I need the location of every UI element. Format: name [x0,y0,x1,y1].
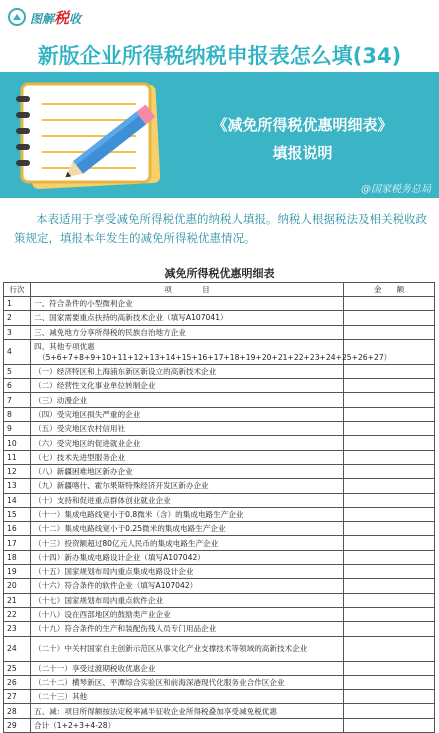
table-row [4,311,435,325]
row-item: （十七）国家规划布局内重点软件企业 [31,593,344,607]
row-amount-cell[interactable] [344,311,435,325]
row-number: 24 [4,636,31,661]
table-row [4,536,435,550]
row-number: 23 [4,622,31,636]
row-number: 19 [4,565,31,579]
table-row [4,593,435,607]
table-row [4,718,435,732]
table-row [4,550,435,564]
row-amount-cell[interactable] [344,661,435,675]
row-number: 7 [4,393,31,407]
row-item: （三）动漫企业 [31,393,344,407]
row-amount-cell[interactable] [344,622,435,636]
table-row [4,364,435,378]
table-row [4,493,435,507]
row-item: （二十一）享受过渡期税收优惠企业 [31,661,344,675]
table-header-row [4,283,435,297]
row-number: 2 [4,311,31,325]
table-row [4,607,435,621]
row-amount-cell[interactable] [344,565,435,579]
table-row [4,565,435,579]
row-item: （十九）符合条件的生产和装配伤残人员专门用品企业 [31,622,344,636]
header-item: 项 目 [31,283,344,297]
table-row [4,393,435,407]
row-item: （五）受灾地区农村信用社 [31,422,344,436]
row-number: 15 [4,507,31,521]
watermark: @国家税务总局 [361,184,431,195]
table-row [4,579,435,593]
table-row [4,379,435,393]
row-amount-cell[interactable] [344,364,435,378]
table-row [4,464,435,478]
row-item: 一、符合条件的小型微利企业 [31,297,344,311]
row-item-formula: （5+6+7+8+9+10+11+12+13+14+15+16+17+18+19+20+21+22+23+24+25+26+27） [38,352,392,362]
row-amount-cell[interactable] [344,479,435,493]
deduction-table [3,282,435,733]
row-number: 20 [4,579,31,593]
row-amount-cell[interactable] [344,579,435,593]
row-item: 五、减：项目所得额按法定税率减半征收企业所得税叠加享受减免税优惠 [31,704,344,718]
row-number: 9 [4,422,31,436]
row-item [31,339,392,364]
row-number: 28 [4,704,31,718]
row-item: （四）受灾地区损失严重的企业 [31,407,344,421]
table-row [4,422,435,436]
row-item: （十一）集成电路线宽小于0.8微米（含）的集成电路生产企业 [31,507,344,521]
row-number: 4 [4,339,31,364]
intro-text: 本表适用于享受减免所得税优惠的纳税人填报。纳税人根据税法及相关税收政策规定，填报本年发生的减免所得税优惠情况。 [14,212,427,245]
row-item: 合计（1+2+3+4-28） [31,718,344,732]
row-amount-cell[interactable] [344,522,435,536]
table-row [4,436,435,450]
table-row [4,297,435,311]
logo [8,6,81,28]
row-item: （十四）新办集成电路设计企业（填写A107042） [31,550,344,564]
table-row [4,622,435,636]
row-item: （十二）集成电路线宽小于0.25微米的集成电路生产企业 [31,522,344,536]
row-number: 16 [4,522,31,536]
row-number: 12 [4,464,31,478]
row-number: 22 [4,607,31,621]
row-item: 三、减免地方分享所得税的民族自治地方企业 [31,325,344,339]
banner-subtitle-2: 填报说明 [272,144,333,162]
row-item: （二）经营性文化事业单位转制企业 [31,379,344,393]
table-row [4,325,435,339]
row-amount-cell[interactable] [344,675,435,689]
banner-subtitle: 《减免所得税优惠明细表》 [212,116,393,134]
row-number: 14 [4,493,31,507]
row-number: 27 [4,690,31,704]
header-num: 行次 [4,283,31,297]
row-amount-cell[interactable] [344,450,435,464]
row-item: （十六）符合条件的软件企业（填写A107042） [31,579,344,593]
table-row [4,407,435,421]
row-amount-cell[interactable] [344,690,435,704]
row-number: 8 [4,407,31,421]
row-number: 25 [4,661,31,675]
row-item: （九）新疆喀什、霍尔果斯特殊经济开发区新办企业 [31,479,344,493]
row-number: 6 [4,379,31,393]
row-amount-cell[interactable] [344,297,435,311]
row-item: （二十二）横琴新区、平潭综合实验区和前海深港现代化服务业合作区企业 [31,675,344,689]
logo-icon [8,8,26,26]
row-item: （十八）设在西部地区的鼓励类产业企业 [31,607,344,621]
header-amount: 金 额 [344,283,435,297]
row-item: （七）技术先进型服务企业 [31,450,344,464]
row-amount-cell[interactable] [344,550,435,564]
row-item: （十）支持和促进重点群体创业就业企业 [31,493,344,507]
page-title: 新版企业所得税纳税申报表怎么填(34) [37,44,402,68]
row-amount-cell[interactable] [344,464,435,478]
row-amount-cell[interactable] [344,636,435,661]
row-item: 二、国家需要重点扶持的高新技术企业（填写A107041） [31,311,344,325]
row-number: 3 [4,325,31,339]
row-amount-cell[interactable] [344,325,435,339]
row-number: 29 [4,718,31,732]
row-item: （二十三）其他 [31,690,344,704]
table-row [4,479,435,493]
table-title: 减免所得税优惠明细表 [164,267,275,280]
row-item: （六）受灾地区的促进就业企业 [31,436,344,450]
table-row [4,690,435,704]
row-item: （二十）中关村国家自主创新示范区从事文化产业支撑技术等领域的高新技术企业 [31,636,344,661]
table-row [4,522,435,536]
row-number: 18 [4,550,31,564]
row-number: 26 [4,675,31,689]
row-amount-cell[interactable] [344,379,435,393]
table-row [4,339,435,364]
logo-text: 图解税收 [30,8,82,27]
table-row [4,704,435,718]
table-row [4,675,435,689]
row-amount-cell[interactable] [344,718,435,732]
table-row [4,661,435,675]
notebook-pencil-icon [8,74,178,196]
row-item: （八）新疆困难地区新办企业 [31,464,344,478]
row-item: （一）经济特区和上海浦东新区新设立的高新技术企业 [31,364,344,378]
row-amount-cell[interactable] [344,493,435,507]
row-amount-cell[interactable] [344,393,435,407]
row-item: （十三）投资额超过80亿元人民币的集成电路生产企业 [31,536,344,550]
row-number: 5 [4,364,31,378]
row-amount-cell[interactable] [344,422,435,436]
table-row [4,450,435,464]
row-amount-cell[interactable] [344,436,435,450]
row-number: 21 [4,593,31,607]
row-amount-cell[interactable] [344,536,435,550]
row-amount-cell[interactable] [344,704,435,718]
table-row [4,636,435,661]
row-amount-cell[interactable] [344,407,435,421]
row-amount-cell[interactable] [344,507,435,521]
row-item-text: 四、其他专项优惠 [34,341,95,351]
row-number: 1 [4,297,31,311]
row-item: （十五）国家规划布局内重点集成电路设计企业 [31,565,344,579]
row-number: 17 [4,536,31,550]
row-number: 10 [4,436,31,450]
table-row [4,507,435,521]
row-number: 11 [4,450,31,464]
banner [0,72,439,198]
row-number: 13 [4,479,31,493]
row-amount-cell[interactable] [344,607,435,621]
row-amount-cell[interactable] [344,593,435,607]
